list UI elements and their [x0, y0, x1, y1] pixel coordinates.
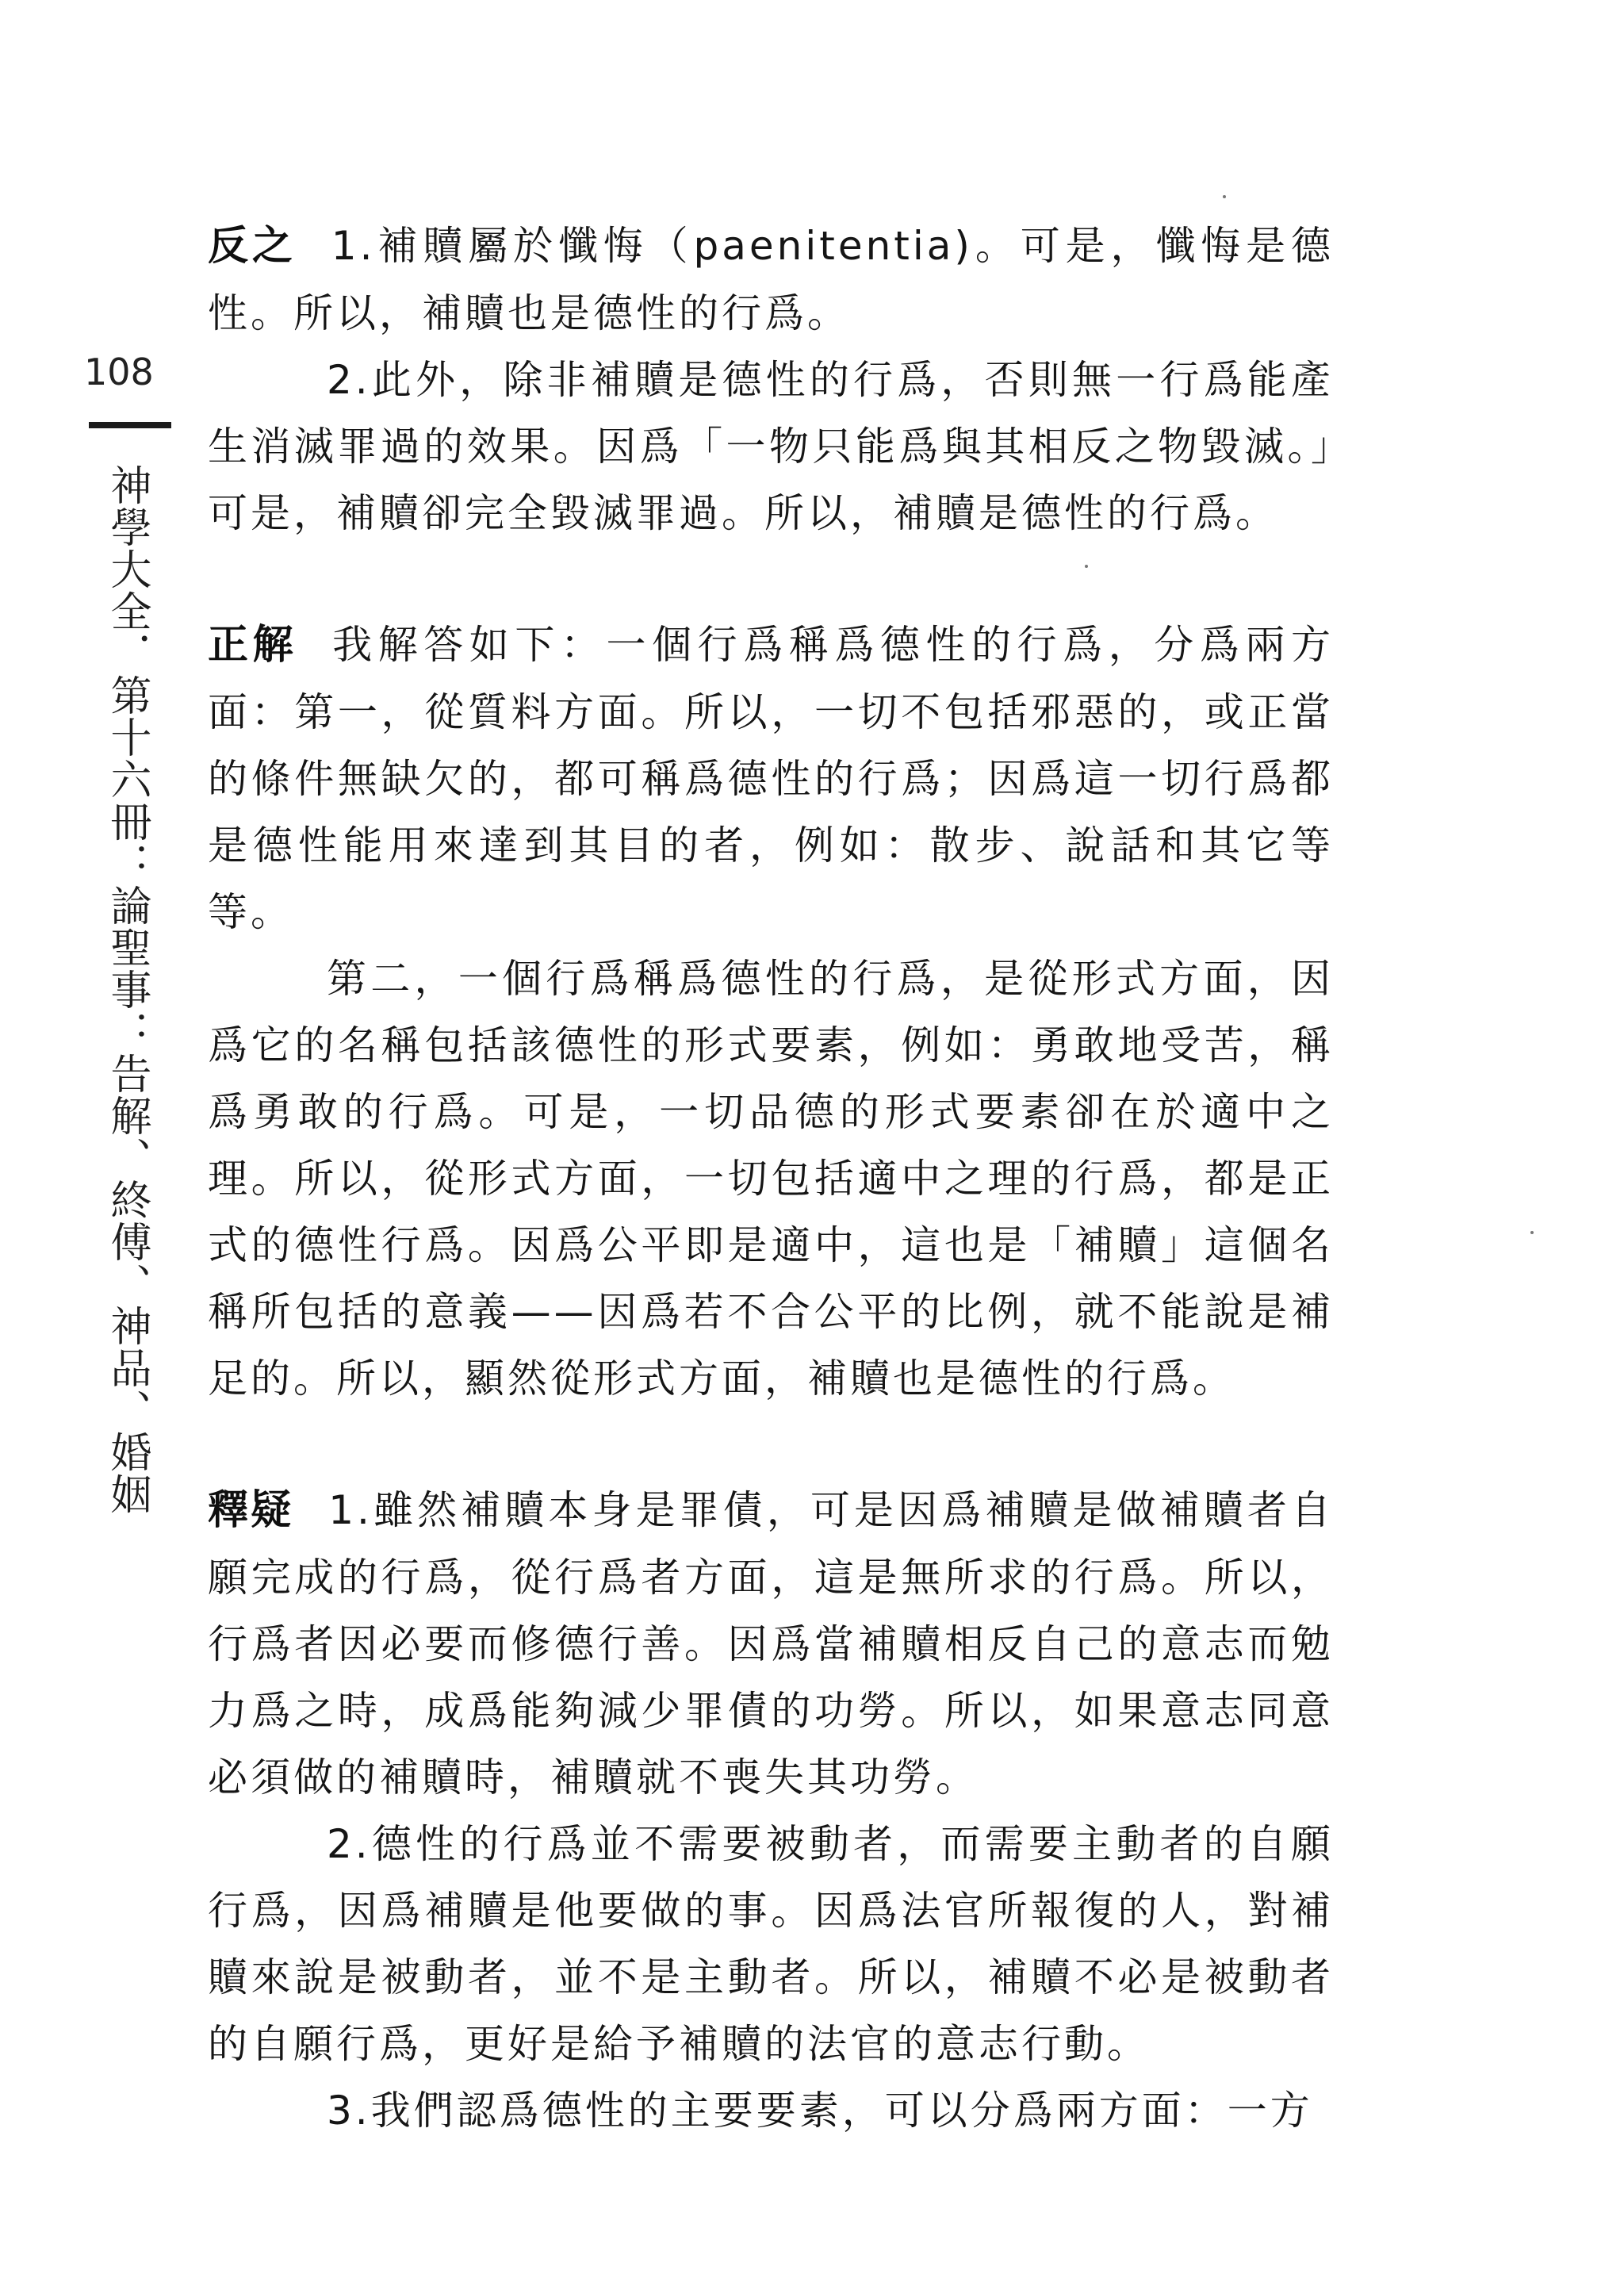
margin-rule: [89, 422, 171, 428]
section-replies: [208, 1477, 1334, 2144]
answer-text-1: 我解答如下：一個行爲稱爲德性的行爲，分爲兩方面：第一，從質料方面。所以，一切不包括邪惡的，或正當的條件無缺欠的，都可稱爲德性的行爲；因爲這一切行爲都是德性能用來達到其目的者，例如：散步、說話和其它等等。: [208, 622, 1334, 935]
reply-paragraph-3: 3.我們認爲德性的主要要素，可以分爲兩方面：一方: [327, 2088, 1313, 2134]
page-body: [208, 213, 1334, 2144]
reply-paragraph-2: 2.德性的行爲並不需要被動者，而需要主動者的自願行爲，因爲補贖是他要做的事。因爲法官所報復的人，對補贖來說是被動者，並不是主動者。所以，補贖不必是被動者的自願行爲，更好是給予補贖的法官的意志行動。: [208, 1821, 1334, 2067]
section-label-answer: 正解: [208, 622, 298, 669]
reply-paragraph-1: [208, 1477, 1334, 1811]
page-number: 108: [84, 351, 154, 393]
section-answer: [208, 612, 1334, 1412]
section-gap: [208, 546, 1334, 612]
running-title: 神學大全．第十六冊：論聖事：告解、終傅、神品、婚姻: [103, 464, 151, 1515]
answer-paragraph-2: 第二，一個行爲稱爲德性的行爲，是從形式方面，因爲它的名稱包括該德性的形式要素，例如：勇敢地受苦，稱爲勇敢的行爲。可是，一切品德的形式要素卻在於適中之理。所以，從形式方面，一切包括適中之理的行爲，都是正式的德性行爲。因爲公平即是適中，這也是「補贖」這個名稱所包括的意義——因爲若不合公平的比例，就不能說是補足的。所以，顯然從形式方面，補贖也是德性的行爲。: [208, 956, 1334, 1401]
section-label-contrary: 反之: [208, 223, 297, 270]
contrary-paragraph-1: [208, 213, 1334, 347]
reply-text-1: 1.雖然補贖本身是罪債，可是因爲補贖是做補贖者自願完成的行爲，從行爲者方面，這是無所求的行爲。所以，行爲者因必要而修德行善。因爲當補贖相反自己的意志而勉力爲之時，成爲能夠減少罪債的功勞。所以，如果意志同意必須做的補贖時，補贖就不喪失其功勞。: [208, 1487, 1334, 1800]
contrary-text-1: 1.補贖屬於懺悔（paenitentia)。可是，懺悔是德性。所以，補贖也是德性的行爲。: [208, 223, 1334, 336]
scan-speck: [1085, 565, 1088, 568]
section-gap: [208, 1412, 1334, 1477]
section-contrary: [208, 213, 1334, 546]
contrary-paragraph-2: 2.此外，除非補贖是德性的行爲，否則無一行爲能產生消滅罪過的效果。因爲「一物只能爲與其相反之物毀滅。」可是，補贖卻完全毀滅罪過。所以，補贖是德性的行爲。: [208, 357, 1334, 536]
answer-paragraph-1: [208, 612, 1334, 945]
section-label-replies: 釋疑: [208, 1487, 294, 1534]
scan-speck: [1223, 195, 1226, 198]
scan-speck: [1530, 1231, 1534, 1234]
